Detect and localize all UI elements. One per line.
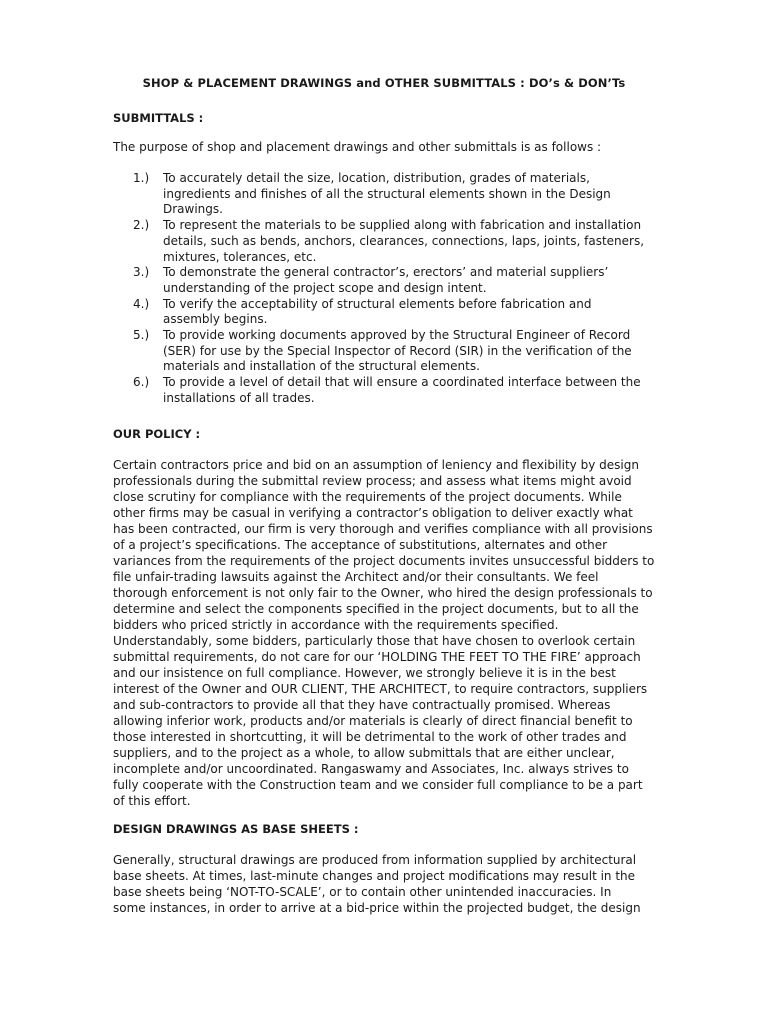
list-item-line: understanding of the project scope and design intent. [163, 280, 487, 295]
paragraph-line: fully cooperate with the Construction team and we consider full compliance to be a part [113, 778, 643, 792]
paragraph-line: has been contracted, our firm is very thorough and verifies compliance with all provisions [113, 522, 653, 536]
paragraph-line: and sub-contractors to provide all that they have contractually promised. Whereas [113, 698, 611, 712]
paragraph-line: submittal requirements, do not care for our ‘HOLDING THE FEET TO THE FIRE’ approach [113, 650, 641, 664]
paragraph-line: incomplete and/or uncoordinated. Rangaswamy and Associates, Inc. always strives to [113, 762, 629, 776]
list-item-number: 1.) [133, 171, 150, 185]
design-drawings-paragraph [113, 852, 658, 916]
paragraph-line: thorough enforcement is not only fair to the Owner, who hired the design professionals to [113, 586, 653, 600]
list-item-line: To accurately detail the size, location, distribution, grades of materials, [163, 171, 590, 185]
list-item [133, 297, 663, 328]
list-item-number: 6.) [133, 375, 150, 390]
paragraph-line: allowing inferior work, products and/or materials is clearly of direct financial benefit to [113, 714, 633, 728]
submittals-intro: The purpose of shop and placement drawings and other submittals is as follows : [113, 140, 602, 154]
list-item-line: materials and installation of the structural elements. [163, 359, 480, 374]
list-item-line: To verify the acceptability of structural elements before fabrication and [163, 296, 592, 311]
list-item [133, 375, 663, 406]
list-item-number: 4.) [133, 296, 150, 311]
list-item-line: Drawings. [163, 202, 223, 217]
list-item-line: To demonstrate the general contractor’s, erectors’ and material suppliers’ [163, 265, 609, 280]
list-item [133, 328, 663, 375]
list-item [133, 265, 663, 296]
list-item-line: mixtures, tolerances, etc. [163, 249, 317, 264]
paragraph-line: and our insistence on full compliance. However, we strongly believe it is in the best [113, 666, 616, 680]
paragraph-line: determine and select the components specified in the project documents, but to all the [113, 602, 639, 616]
list-item [133, 171, 663, 218]
list-item-number: 5.) [133, 328, 150, 343]
policy-paragraph [113, 457, 658, 809]
paragraph-line: professionals during the submittal review process; and assess what items might avoid [113, 474, 632, 488]
list-item-number: 3.) [133, 265, 150, 280]
list-item-line: (SER) for use by the Special Inspector of Record (SIR) in the verification of the [163, 343, 632, 358]
policy-heading: OUR POLICY : [113, 427, 201, 441]
paragraph-line: of a project’s specifications. The acceptance of substitutions, alternates and other [113, 538, 608, 552]
submittals-heading: SUBMITTALS : [113, 111, 204, 125]
design-drawings-heading: DESIGN DRAWINGS AS BASE SHEETS : [113, 822, 359, 836]
paragraph-line: some instances, in order to arrive at a bid-price within the projected budget, the design [113, 901, 641, 915]
paragraph-line: file unfair-trading lawsuits against the Architect and/or their consultants. We feel [113, 570, 599, 584]
paragraph-line: Certain contractors price and bid on an assumption of leniency and flexibility by design [113, 458, 639, 472]
submittals-purpose-list [133, 171, 663, 407]
paragraph-line: suppliers, and to the project as a whole, to allow submittals that are either unclear, [113, 746, 615, 760]
paragraph-line: of this effort. [113, 794, 191, 808]
paragraph-line: base sheets being ‘NOT-TO-SCALE’, or to contain other unintended inaccuracies. In [113, 885, 612, 899]
paragraph-line: other firms may be casual in verifying a contractor’s obligation to deliver exactly what [113, 506, 633, 520]
paragraph-line: Generally, structural drawings are produced from information supplied by architectural [113, 853, 637, 867]
paragraph-line: Understandably, some bidders, particularly those that have chosen to overlook certain [113, 634, 636, 648]
paragraph-line: close scrutiny for compliance with the requirements of the project documents. While [113, 490, 622, 504]
paragraph-line: variances from the requirements of the project documents invites unsuccessful bidders to [113, 554, 655, 568]
list-item-line: installations of all trades. [163, 390, 315, 405]
list-item-line: assembly begins. [163, 312, 268, 327]
list-item-line: ingredients and finishes of all the structural elements shown in the Design [163, 186, 611, 201]
paragraph-line: interest of the Owner and OUR CLIENT, THE ARCHITECT, to require contractors, suppliers [113, 682, 648, 696]
list-item [133, 218, 663, 265]
list-item-line: details, such as bends, anchors, clearances, connections, laps, joints, fasteners, [163, 233, 645, 248]
list-item-line: To provide working documents approved by the Structural Engineer of Record [163, 328, 631, 343]
list-item-line: To represent the materials to be supplied along with fabrication and installation [163, 218, 642, 233]
list-item-line: To provide a level of detail that will ensure a coordinated interface between the [163, 375, 641, 390]
paragraph-line: bidders who priced strictly in accordance with the requirements specified. [113, 618, 559, 632]
list-item-number: 2.) [133, 218, 150, 233]
document-title: SHOP & PLACEMENT DRAWINGS and OTHER SUBMITTALS : DO’s & DON’Ts [142, 76, 626, 90]
paragraph-line: base sheets. At times, last-minute changes and project modifications may result in the [113, 869, 636, 883]
paragraph-line: those interested in shortcutting, it will be detrimental to the work of other trades and [113, 730, 627, 744]
